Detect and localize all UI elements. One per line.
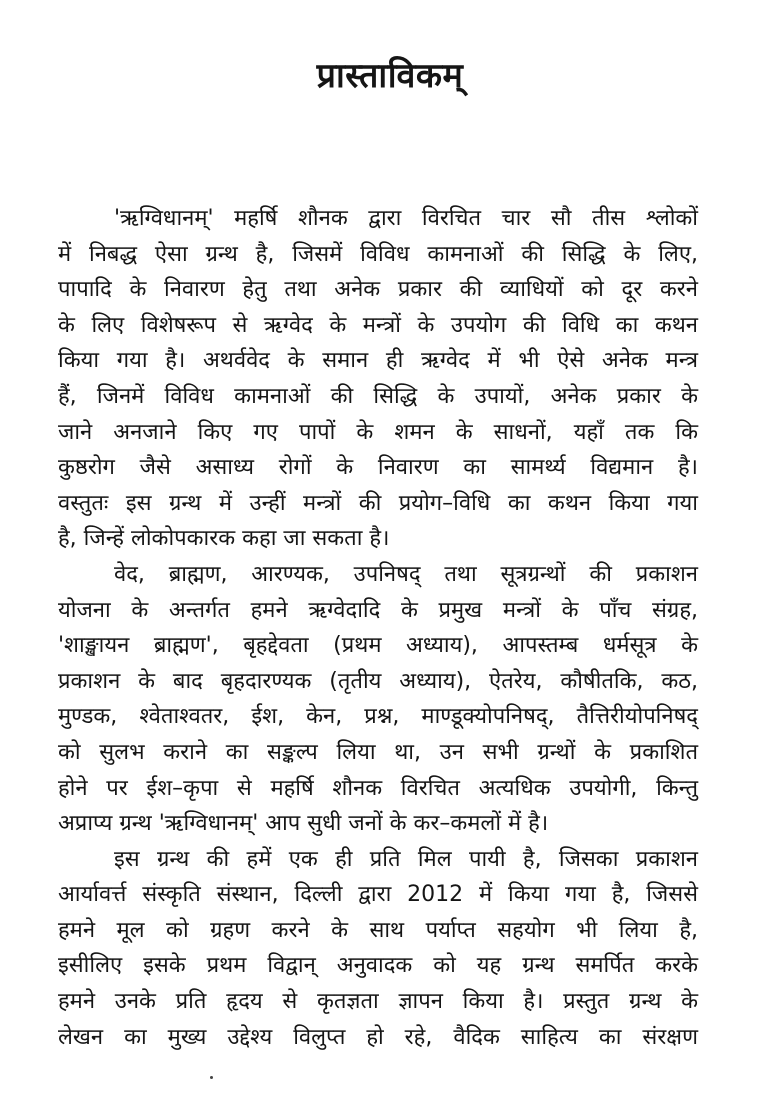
- paragraph-line: इसीलिए इसके प्रथम विद्वान् अनुवादक को यह ग्रन्थ समर्पित करके: [58, 953, 698, 979]
- ink-speck: [210, 1076, 213, 1079]
- body-text: [58, 201, 698, 1055]
- paragraph-line: में निबद्ध ऐसा ग्रन्थ है, जिसमें विविध कामनाओं की सिद्धि के लिए,: [58, 241, 698, 267]
- paragraph-line: वेद, ब्राह्मण, आरण्यक, उपनिषद् तथा सूत्रग्रन्थों की प्रकाशन: [114, 561, 698, 587]
- paragraph-line: जाने अनजाने किए गए पापों के शमन के साधनों, यहाँ तक कि: [58, 419, 698, 445]
- paragraph-line: 'शाङ्खायन ब्राह्मण', बृहद्देवता (प्रथम अध्याय), आपस्तम्ब धर्मसूत्र के: [58, 633, 698, 659]
- paragraph-line: किया गया है। अथर्ववेद के समान ही ऋग्वेद में भी ऐसे अनेक मन्त्र: [58, 348, 698, 374]
- paragraph-line: कुष्ठरोग जैसे असाध्य रोगों के निवारण का सामर्थ्य विद्यमान है।: [58, 455, 698, 481]
- paragraph-line: वस्तुतः इस ग्रन्थ में उन्हीं मन्त्रों की प्रयोग–विधि का कथन किया गया: [58, 490, 698, 516]
- paragraph-line: लेखन का मुख्य उद्देश्य विलुप्त हो रहे, वैदिक साहित्य का संरक्षण: [58, 1024, 698, 1050]
- paragraph-line: के लिए विशेषरूप से ऋग्वेद के मन्त्रों के उपयोग की विधि का कथन: [58, 312, 698, 338]
- paragraph-line: अप्राप्य ग्रन्थ 'ऋग्विधानम्' आप सुधी जनों के कर–कमलों में है।: [58, 811, 549, 837]
- paragraph-line: होने पर ईश–कृपा से महर्षि शौनक विरचित अत्यधिक उपयोगी, किन्तु: [58, 775, 698, 801]
- paragraph-line: 'ऋग्विधानम्' महर्षि शौनक द्वारा विरचित चार सौ तीस श्लोकों: [114, 206, 698, 231]
- paragraph-line: हैं, जिनमें विविध कामनाओं की सिद्धि के उपायों, अनेक प्रकार के: [58, 383, 698, 409]
- paragraph-line: हमने उनके प्रति हृदय से कृतज्ञता ज्ञापन किया है। प्रस्तुत ग्रन्थ के: [58, 989, 698, 1015]
- paragraph-line: पापादि के निवारण हेतु तथा अनेक प्रकार की व्याधियों को दूर करने: [58, 277, 698, 303]
- paragraph-line: योजना के अन्तर्गत हमने ऋग्वेदादि के प्रमुख मन्त्रों के पाँच संग्रह,: [58, 597, 698, 623]
- paragraph-line: मुण्डक, श्वेताश्वतर, ईश, केन, प्रश्न, माण्डूक्योपनिषद्, तैत्तिरीयोपनिषद्: [58, 704, 698, 730]
- paragraph-line: प्रकाशन के बाद बृहदारण्यक (तृतीय अध्याय), ऐतरेय, कौषीतकि, कठ,: [58, 668, 698, 694]
- paragraph-line: आर्यावर्त्त संस्कृति संस्थान, दिल्ली द्वारा 2012 में किया गया है, जिससे: [58, 882, 698, 908]
- paragraph-line: को सुलभ कराने का सङ्कल्प लिया था, उन सभी ग्रन्थों के प्रकाशित: [58, 739, 698, 765]
- paragraph-line: हमने मूल को ग्रहण करने के साथ पर्याप्त सहयोग भी लिया है,: [58, 917, 698, 943]
- paragraph-line: है, जिन्हें लोकोपकारक कहा जा सकता है।: [58, 526, 390, 552]
- paragraph-line: इस ग्रन्थ की हमें एक ही प्रति मिल पायी है, जिसका प्रकाशन: [114, 846, 698, 872]
- page-title: प्रास्ताविकम्: [316, 56, 464, 96]
